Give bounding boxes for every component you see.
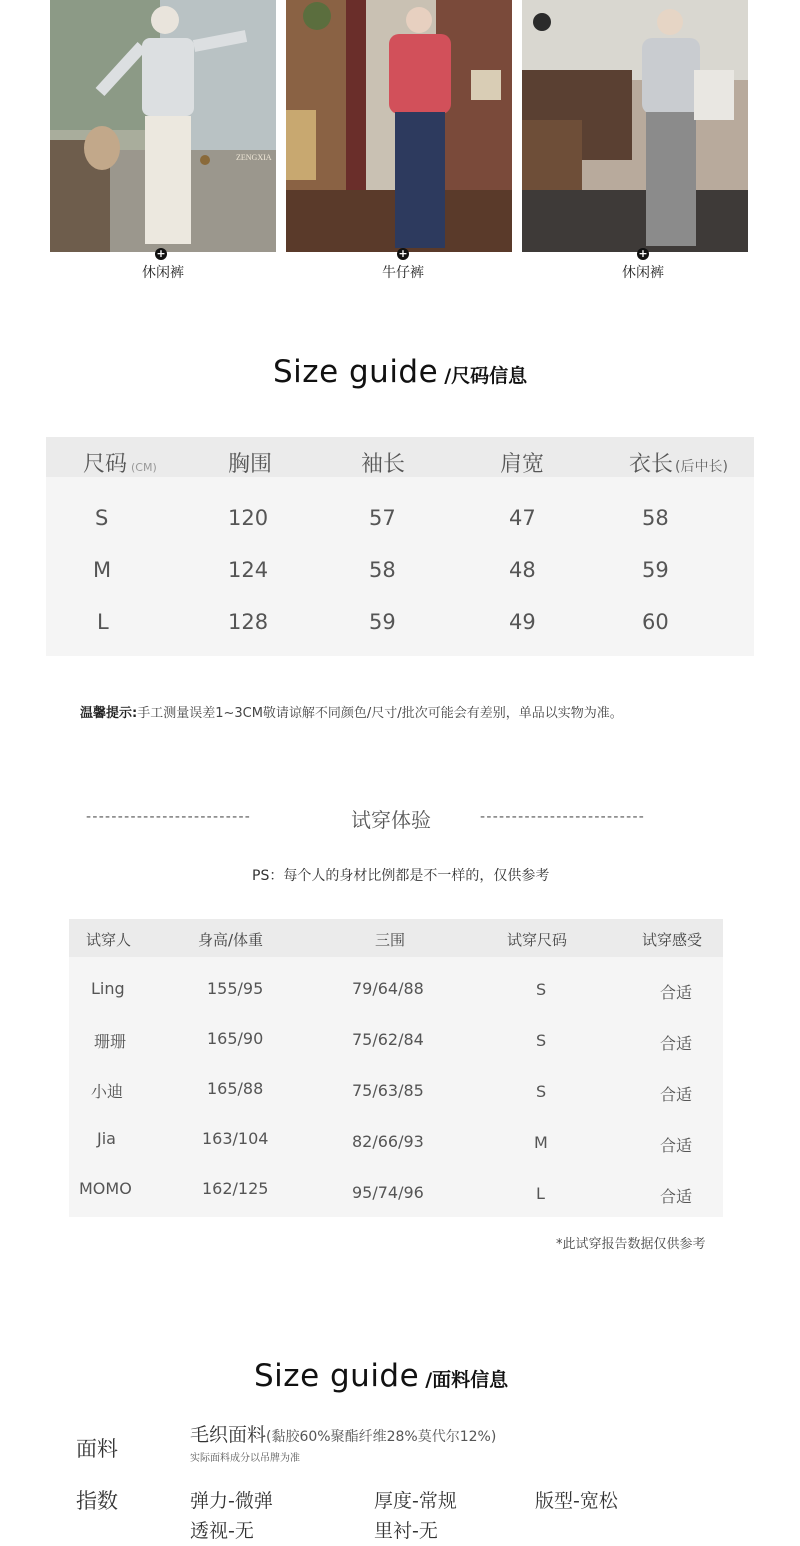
header-tryon-size: 试穿尺码 — [507, 931, 568, 949]
length-cell: 58 — [642, 506, 669, 530]
index-fit: 版型-宽松 — [535, 1490, 618, 1512]
measure-cell: 75/63/85 — [352, 1081, 424, 1100]
sleeve-cell: 58 — [369, 558, 396, 582]
shoulder-cell: 47 — [509, 506, 536, 530]
header-length-label: 衣长 — [629, 452, 674, 477]
feel-cell: 合适 — [660, 1085, 693, 1104]
header-measurements: 三围 — [375, 931, 406, 949]
fabric-composition: (黏胶60%聚酯纤维28%莫代尔12%) — [266, 1429, 497, 1445]
tryon-title: 试穿体验 — [351, 808, 431, 832]
person-cell: Jia — [97, 1129, 116, 1148]
index-thickness: 厚度-常规 — [374, 1490, 457, 1512]
header-feel: 试穿感受 — [642, 931, 703, 949]
plus-icon: + — [156, 247, 166, 260]
feel-cell: 合适 — [660, 1187, 693, 1206]
header-sleeve: 袖长 — [361, 452, 406, 477]
index-elasticity: 弹力-微弹 — [190, 1490, 273, 1512]
length-cell: 60 — [642, 610, 669, 634]
outfit-caption: 休闲裤 — [142, 265, 184, 281]
fabric-info — [190, 1420, 496, 1447]
header-shoulder: 肩宽 — [500, 452, 545, 477]
fabric-guide-title — [254, 1358, 508, 1394]
feel-cell: 合适 — [660, 983, 693, 1002]
measure-cell: 79/64/88 — [352, 979, 424, 998]
header-size-unit: (CM) — [131, 461, 157, 474]
outfit-photo-3 — [522, 0, 748, 252]
fabric-label: 面料 — [76, 1437, 118, 1461]
feel-cell: 合适 — [660, 1034, 693, 1053]
tryon-size-cell: S — [536, 1082, 547, 1101]
tryon-table — [69, 919, 723, 1217]
divider-left: -------------------------- — [86, 809, 252, 825]
hw-cell: 165/88 — [207, 1079, 264, 1098]
header-chest: 胸围 — [228, 452, 273, 477]
plus-icon: + — [638, 247, 648, 260]
shoulder-cell: 49 — [509, 610, 536, 634]
outfit-caption: 休闲裤 — [622, 265, 664, 281]
outfit-photo-1 — [50, 0, 276, 252]
tryon-size-cell: M — [534, 1133, 548, 1152]
header-length-note: (后中长) — [675, 459, 728, 475]
shoulder-cell: 48 — [509, 558, 536, 582]
person-cell: 珊珊 — [94, 1032, 127, 1051]
length-cell: 59 — [642, 558, 669, 582]
feel-cell: 合适 — [660, 1136, 693, 1155]
index-label: 指数 — [76, 1489, 118, 1513]
sleeve-cell: 59 — [369, 610, 396, 634]
header-person: 试穿人 — [86, 931, 132, 949]
chest-cell: 120 — [228, 506, 269, 530]
size-cell: M — [93, 558, 112, 582]
measure-cell: 95/74/96 — [352, 1183, 424, 1202]
tryon-disclaimer: *此试穿报告数据仅供参考 — [556, 1237, 706, 1252]
header-length — [629, 447, 728, 478]
index-transparency: 透视-无 — [190, 1520, 254, 1542]
notice — [80, 702, 623, 721]
tryon-size-cell: S — [536, 980, 547, 999]
header-height-weight: 身高/体重 — [198, 931, 264, 949]
fabric-name: 毛织面料 — [190, 1424, 267, 1446]
notice-text: 手工测量误差1~3CM敬请谅解不同颜色/尺寸/批次可能会有差别，单品以实物为准。 — [137, 706, 623, 721]
fabric-guide-heading: Size guide — [254, 1358, 420, 1394]
size-table — [46, 437, 754, 656]
person-cell: MOMO — [79, 1179, 132, 1198]
outfit-caption: 牛仔裤 — [382, 265, 424, 281]
tryon-ps: PS：每个人的身材比例都是不一样的，仅供参考 — [252, 868, 550, 884]
header-size-label: 尺码 — [83, 452, 128, 477]
hw-cell: 165/90 — [207, 1029, 264, 1048]
notice-label: 温馨提示: — [80, 706, 138, 721]
size-table-header — [46, 437, 754, 477]
fabric-guide-subheading: /面料信息 — [425, 1369, 509, 1391]
header-size — [83, 447, 157, 478]
hw-cell: 162/125 — [202, 1179, 269, 1198]
tryon-table-header — [69, 919, 723, 957]
size-guide-subheading: /尺码信息 — [444, 365, 528, 387]
chest-cell: 128 — [228, 610, 269, 634]
sleeve-cell: 57 — [369, 506, 396, 530]
photo-watermark: ZENGXIA — [236, 153, 272, 162]
outfit-photo-2 — [286, 0, 512, 252]
measure-cell: 75/62/84 — [352, 1030, 424, 1049]
plus-icon: + — [398, 247, 408, 260]
divider-right: -------------------------- — [480, 809, 646, 825]
tryon-size-cell: L — [536, 1184, 545, 1203]
hw-cell: 163/104 — [202, 1129, 269, 1148]
person-cell: Ling — [91, 979, 125, 998]
size-cell: S — [95, 506, 109, 530]
hw-cell: 155/95 — [207, 979, 264, 998]
index-lining: 里衬-无 — [374, 1520, 438, 1542]
tryon-size-cell: S — [536, 1031, 547, 1050]
size-guide-heading: Size guide — [273, 354, 439, 390]
chest-cell: 124 — [228, 558, 269, 582]
size-guide-title — [273, 354, 527, 390]
size-cell: L — [97, 610, 109, 634]
fabric-note: 实际面料成分以吊牌为准 — [190, 1453, 300, 1464]
measure-cell: 82/66/93 — [352, 1132, 424, 1151]
person-cell: 小迪 — [91, 1082, 124, 1101]
